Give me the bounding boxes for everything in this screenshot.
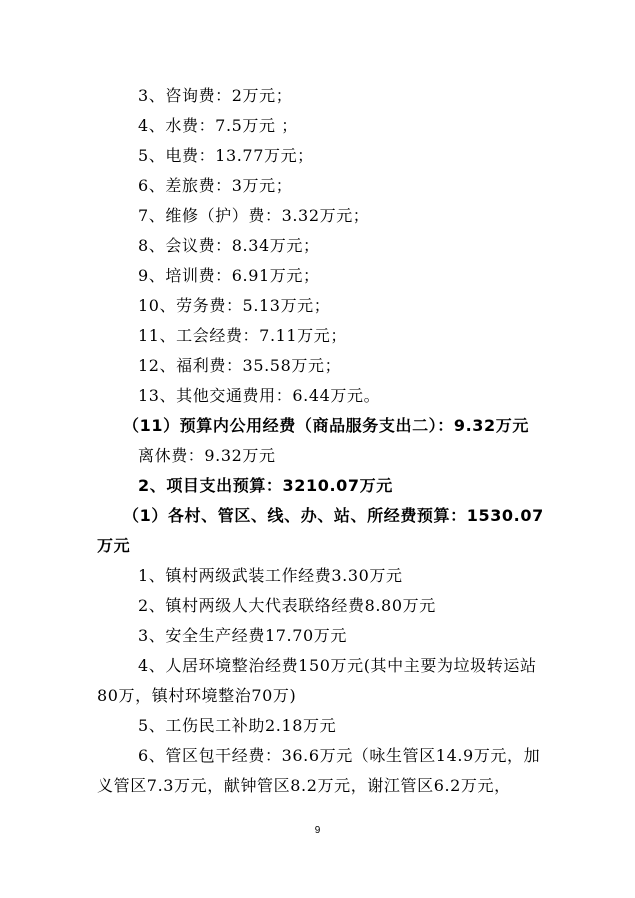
subsection-village-budget-heading: （1）各村、管区、线、办、站、所经费预算：1530.07 [123,506,544,525]
item-safety-fund: 3、安全生产经费17.70万元 [138,626,347,645]
item-district-fund-cont: 义管区7.3万元，献钟管区8.2万元，谢江管区6.2万元， [97,776,511,795]
page-number: 9 [314,825,321,836]
item-injury-subsidy: 5、工伤民工补助2.18万元 [138,716,337,735]
item-environment-fund: 4、人居环境整治经费150万元(其中主要为垃圾转运站 [138,656,537,675]
item-retirement-fee: 离休费：9.32万元 [138,446,276,465]
item-maintenance-fee: 7、维修（护）费：3.32万元； [138,206,370,225]
item-labor-fee: 10、劳务费：5.13万元； [138,296,331,315]
item-training-fee: 9、培训费：6.91万元； [138,266,320,285]
item-welfare-fee: 12、福利费：35.58万元； [138,356,342,375]
item-district-fund: 6、管区包干经费：36.6万元（咏生管区14.9万元，加 [138,746,541,765]
item-environment-fund-cont: 80万，镇村环境整治70万) [97,686,297,705]
subsection-village-budget-heading-cont: 万元 [97,536,131,555]
section-public-funds-heading: （11）预算内公用经费（商品服务支出二）：9.32万元 [123,416,529,435]
item-meeting-fee: 8、会议费：8.34万元； [138,236,320,255]
item-travel-fee: 6、差旅费：3万元； [138,176,293,195]
item-water-fee: 4、水费：7.5万元 ； [138,116,298,135]
item-electricity-fee: 5、电费：13.77万元； [138,146,314,165]
section-project-budget-heading: 2、项目支出预算：3210.07万元 [138,476,393,495]
item-union-fee: 11、工会经费：7.11万元； [138,326,347,345]
item-consulting-fee: 3、咨询费：2万元； [138,86,293,105]
item-transport-fee: 13、其他交通费用：6.44万元。 [138,386,381,405]
item-armed-forces-fund: 1、镇村两级武装工作经费3.30万元 [138,566,403,585]
item-npc-liaison-fund: 2、镇村两级人大代表联络经费8.80万元 [138,596,436,615]
